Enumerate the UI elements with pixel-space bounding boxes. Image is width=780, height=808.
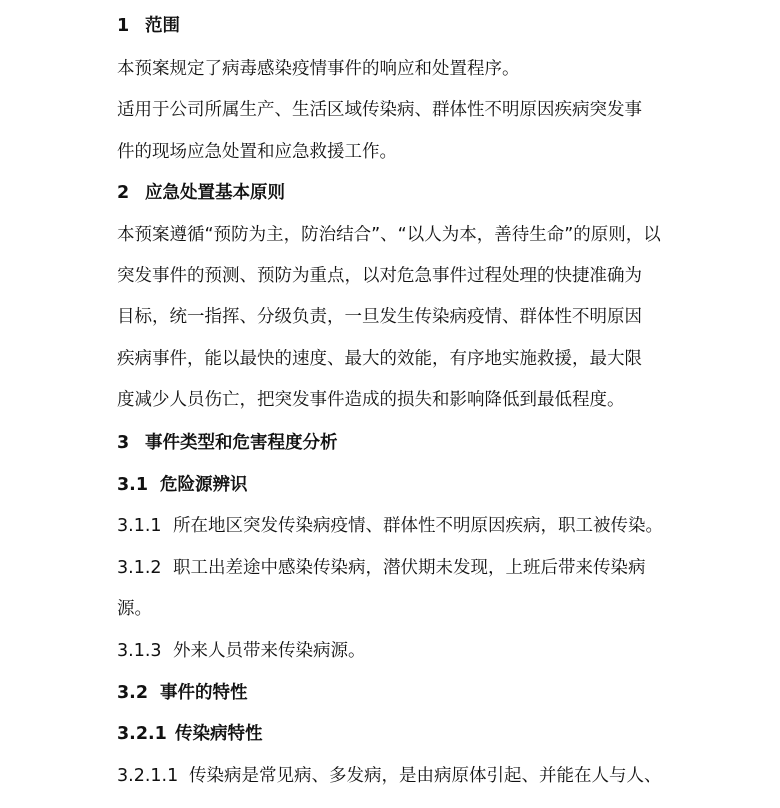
- heading-number: 1: [117, 16, 130, 36]
- paragraph-line: 件的现场应急处置和应急救援工作。: [117, 142, 397, 162]
- clause-number: 3.1.3: [117, 641, 162, 661]
- heading-3-1: [117, 473, 248, 497]
- clause-text: 所在地区突发传染病疫情、群体性不明原因疾病，职工被传染。: [173, 516, 663, 536]
- heading-2: [117, 181, 285, 205]
- clause-number: 3.1.2: [117, 558, 162, 578]
- heading-number: 3: [117, 433, 130, 453]
- paragraph-line: 适用于公司所属生产、生活区域传染病、群体性不明原因疾病突发事: [117, 100, 642, 120]
- heading-number: 3.1: [117, 475, 149, 495]
- heading-3-2: [117, 681, 248, 705]
- clause-continuation: 源。: [117, 599, 152, 619]
- clause-text: 职工出差途中感染传染病，潜伏期未发现，上班后带来传染病: [173, 558, 646, 578]
- clause-text: 外来人员带来传染病源。: [173, 641, 366, 661]
- heading-number: 2: [117, 183, 130, 203]
- paragraph-line: 本预案遵循“预防为主，防治结合”、“以人为本，善待生命”的原则，以: [117, 225, 661, 245]
- heading-3-2-1: [117, 722, 263, 746]
- paragraph-line: 目标，统一指挥、分级负责，一旦发生传染病疫情、群体性不明原因: [117, 307, 642, 327]
- clause-3-1-1: [117, 514, 663, 538]
- heading-title: 事件的特性: [160, 683, 248, 703]
- heading-3: [117, 431, 338, 455]
- clause-text: 传染病是常见病、多发病，是由病原体引起、并能在人与人、: [189, 766, 662, 786]
- paragraph-line: 突发事件的预测、预防为重点，以对危急事件过程处理的快捷准确为: [117, 266, 642, 286]
- heading-title: 危险源辨识: [160, 475, 248, 495]
- heading-title: 事件类型和危害程度分析: [145, 433, 338, 453]
- clause-3-1-3: [117, 639, 366, 663]
- clause-number: 3.1.1: [117, 516, 162, 536]
- paragraph-line: 疾病事件，能以最快的速度、最大的效能，有序地实施救援，最大限: [117, 349, 642, 369]
- clause-3-1-2: [117, 556, 646, 580]
- heading-number: 3.2: [117, 683, 149, 703]
- heading-number: 3.2.1: [117, 724, 167, 744]
- paragraph: 本预案规定了病毒感染疫情事件的响应和处置程序。: [117, 59, 520, 79]
- heading-1: [117, 14, 180, 38]
- clause-3-2-1-1: [117, 764, 662, 788]
- heading-title: 传染病特性: [175, 724, 263, 744]
- paragraph-line: 度减少人员伤亡，把突发事件造成的损失和影响降低到最低程度。: [117, 390, 625, 410]
- heading-title: 应急处置基本原则: [145, 183, 285, 203]
- clause-number: 3.2.1.1: [117, 766, 179, 786]
- heading-title: 范围: [145, 16, 180, 36]
